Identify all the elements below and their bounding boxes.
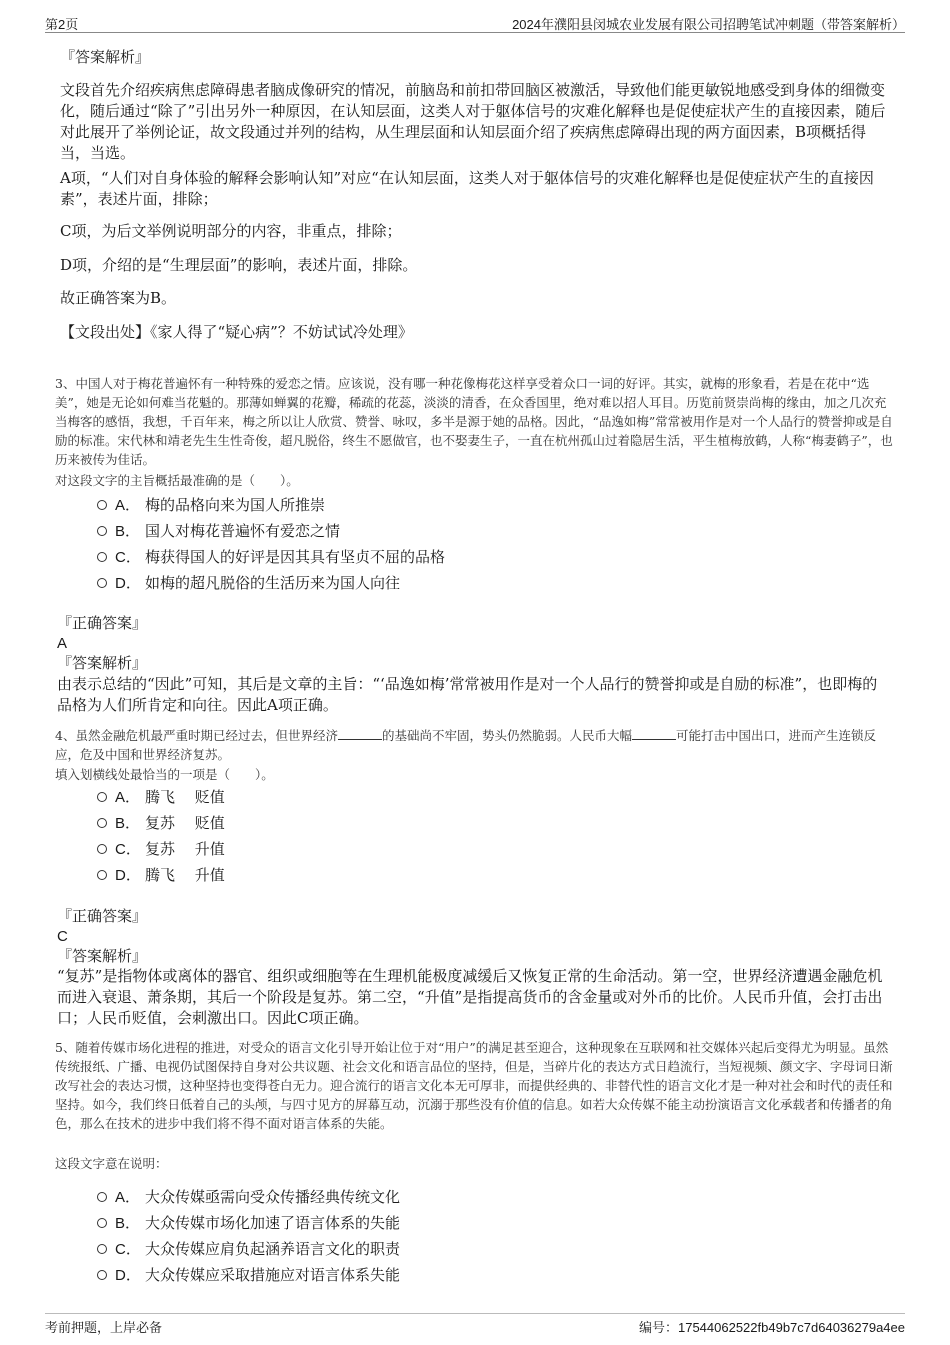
q4-option-a[interactable]: A． 腾飞 贬值 bbox=[97, 786, 225, 808]
q4-option-c[interactable]: C． 复苏 升值 bbox=[97, 838, 225, 860]
q4-option-d[interactable]: D． 腾飞 升值 bbox=[97, 864, 225, 886]
q3-option-b[interactable]: B． 国人对梅花普遍怀有爱恋之情 bbox=[97, 520, 340, 542]
q5-question: 这段文字意在说明： bbox=[55, 1156, 168, 1171]
q3-option-c[interactable]: C． 梅获得国人的好评是因其具有坚贞不屈的品格 bbox=[97, 546, 445, 568]
q3-question: 对这段文字的主旨概括最准确的是（ ）。 bbox=[55, 473, 299, 488]
q5-stem: 5、随着传媒市场化进程的推进，对受众的语言文化引导开始让位于对“用户”的满足甚至迎合，这种现象在互联网和社交媒体兴起后变得尤为明显。虽然传统报纸、广播、电视仍试图保持自身对公共议题、社会文化和语言品位的坚持，但是，当碎片化的表达方式日趋流行，当短视频、颜文字、字母词日渐改写社会的表达习惯，这种坚持也变得苍白无力。迎合流行的语言文化本无可厚非，而提供经典的、非替代性的语言文化才是一种对社会和时代的责任和坚持。如今，我们终日低着自己的头颅，与四寸见方的屏幕互动，沉溺于那些没有价值的信息。如若大众传媒不能主动扮演语言文化承载者和传播者的角色，那么在技术的进步中我们将不得不面对语言体系的失能。 bbox=[55, 1040, 893, 1131]
q5-option-d[interactable]: D． 大众传媒应采取措施应对语言体系失能 bbox=[97, 1264, 400, 1286]
radio-icon[interactable] bbox=[97, 870, 107, 880]
footer-code: 编号：17544062522fb49b7c7d64036279a4ee bbox=[638, 1320, 905, 1335]
q3-answer: A bbox=[57, 635, 68, 652]
q4-analysis: “复苏”是指物体或离体的器官、组织或细胞等在生理机能极度减缓后又恢复正常的生命活动。第一空，世界经济遭遇金融危机而进入衰退、萧条期，其后一个阶段是复苏。第二空，“升值”是指提高货币的含金量或对外币的比价。人民币升值，会打击出口；人民币贬值，会刺激出口。因此C项正确。 bbox=[57, 967, 883, 1027]
q2-option-a-analysis: A项，“人们对自身体验的解释会影响认知”对应“在认知层面，这类人对于躯体信号的灾难化解释也是促使症状产生的直接因素”，表述片面，排除； bbox=[60, 169, 874, 208]
radio-icon[interactable] bbox=[97, 1218, 107, 1228]
q4-answer-label: 『正确答案』 bbox=[57, 907, 148, 925]
q4-answer: C bbox=[57, 928, 68, 945]
footer-slogan: 考前押题，上岸必备 bbox=[45, 1320, 163, 1335]
q3-analysis: 由表示总结的“因此”可知，其后是文章的主旨：“‘品逸如梅’常常被用作是对一个人品行的赞誉抑或是自励的标准”，也即梅的品格为人们所肯定和向往。因此A项正确。 bbox=[57, 675, 878, 714]
page-header bbox=[45, 14, 905, 33]
q3-stem: 3、中国人对于梅花普遍怀有一种特殊的爱恋之情。应该说，没有哪一种花像梅花这样享受着众口一词的好评。其实，就梅的形象看，若是在花中“选美”，她是无论如何难当花魁的。那薄如蝉翼的花瓣，稀疏的花蕊，淡淡的清香，在众香国里，绝对难以招人耳目。历览前贤崇尚梅的缘由，加之几次充当梅客的感悟，我想，千百年来，梅之所以让人欣赏、赞誉、咏叹，多半是源于她的品格。因此，“品逸如梅”常常被用作是对一个人品行的赞誉抑或是自励的标准。宋代林和靖老先生生性奇俊，超凡脱俗，终生不愿做官，也不娶妻生子，一直在杭州孤山过着隐居生活，平生植梅放鹤，人称“梅妻鹤子”，也历来被传为佳话。 bbox=[55, 376, 893, 467]
q2-option-c-analysis: C项，为后文举例说明部分的内容，非重点，排除； bbox=[60, 222, 402, 240]
q2-source: 【文段出处】《家人得了“疑心病”？不妨试试冷处理》 bbox=[60, 323, 413, 341]
radio-icon[interactable] bbox=[97, 500, 107, 510]
q2-conclusion: 故正确答案为B。 bbox=[60, 289, 177, 307]
q2-analysis-label: 『答案解析』 bbox=[60, 48, 151, 66]
radio-icon[interactable] bbox=[97, 792, 107, 802]
q5-option-a[interactable]: A． 大众传媒亟需向受众传播经典传统文化 bbox=[97, 1186, 400, 1208]
q4-blank-1[interactable] bbox=[338, 727, 382, 740]
radio-icon[interactable] bbox=[97, 1270, 107, 1280]
q3-option-a[interactable]: A． 梅的品格向来为国人所推崇 bbox=[97, 494, 325, 516]
q3-answer-label: 『正确答案』 bbox=[57, 614, 148, 632]
radio-icon[interactable] bbox=[97, 1244, 107, 1254]
q2-analysis-paragraph: 文段首先介绍疾病焦虑障碍患者脑成像研究的情况，前脑岛和前扣带回脑区被激活，导致他们能更敏锐地感受到身体的细微变化，随后通过“除了”引出另外一种原因，在认知层面，这类人对于躯体信号的灾难化解释也是促使症状产生的直接因素，随后对此展开了举例论证，故文段通过并列的结构，从生理层面和认知层面介绍了疾病焦虑障碍出现的两方面因素，B项概括得当，当选。 bbox=[60, 81, 886, 162]
q5-option-c[interactable]: C． 大众传媒应肩负起涵养语言文化的职责 bbox=[97, 1238, 400, 1260]
page-number: 第2页 bbox=[45, 17, 79, 32]
radio-icon[interactable] bbox=[97, 552, 107, 562]
radio-icon[interactable] bbox=[97, 1192, 107, 1202]
q4-blank-2[interactable] bbox=[632, 727, 676, 740]
radio-icon[interactable] bbox=[97, 818, 107, 828]
q4-question: 填入划横线处最恰当的一项是（ ）。 bbox=[55, 767, 274, 782]
q3-analysis-label: 『答案解析』 bbox=[57, 654, 148, 672]
q4-analysis-label: 『答案解析』 bbox=[57, 947, 148, 965]
page-footer bbox=[45, 1313, 905, 1337]
radio-icon[interactable] bbox=[97, 578, 107, 588]
radio-icon[interactable] bbox=[97, 526, 107, 536]
q3-option-d[interactable]: D． 如梅的超凡脱俗的生活历来为国人向往 bbox=[97, 572, 400, 594]
document-title: 2024年濮阳县闵城农业发展有限公司招聘笔试冲刺题（带答案解析） bbox=[512, 17, 905, 32]
q4-option-b[interactable]: B． 复苏 贬值 bbox=[97, 812, 225, 834]
q4-stem: 4、虽然金融危机最严重时期已经过去，但世界经济 的基础尚不牢固，势头仍然脆弱。人民币大幅 可能打击中国出口，进而产生连锁反应，危及中国和世界经济复苏。 bbox=[55, 728, 876, 762]
radio-icon[interactable] bbox=[97, 844, 107, 854]
q5-option-b[interactable]: B． 大众传媒市场化加速了语言体系的失能 bbox=[97, 1212, 400, 1234]
q2-option-d-analysis: D项，介绍的是“生理层面”的影响，表述片面，排除。 bbox=[60, 256, 418, 274]
